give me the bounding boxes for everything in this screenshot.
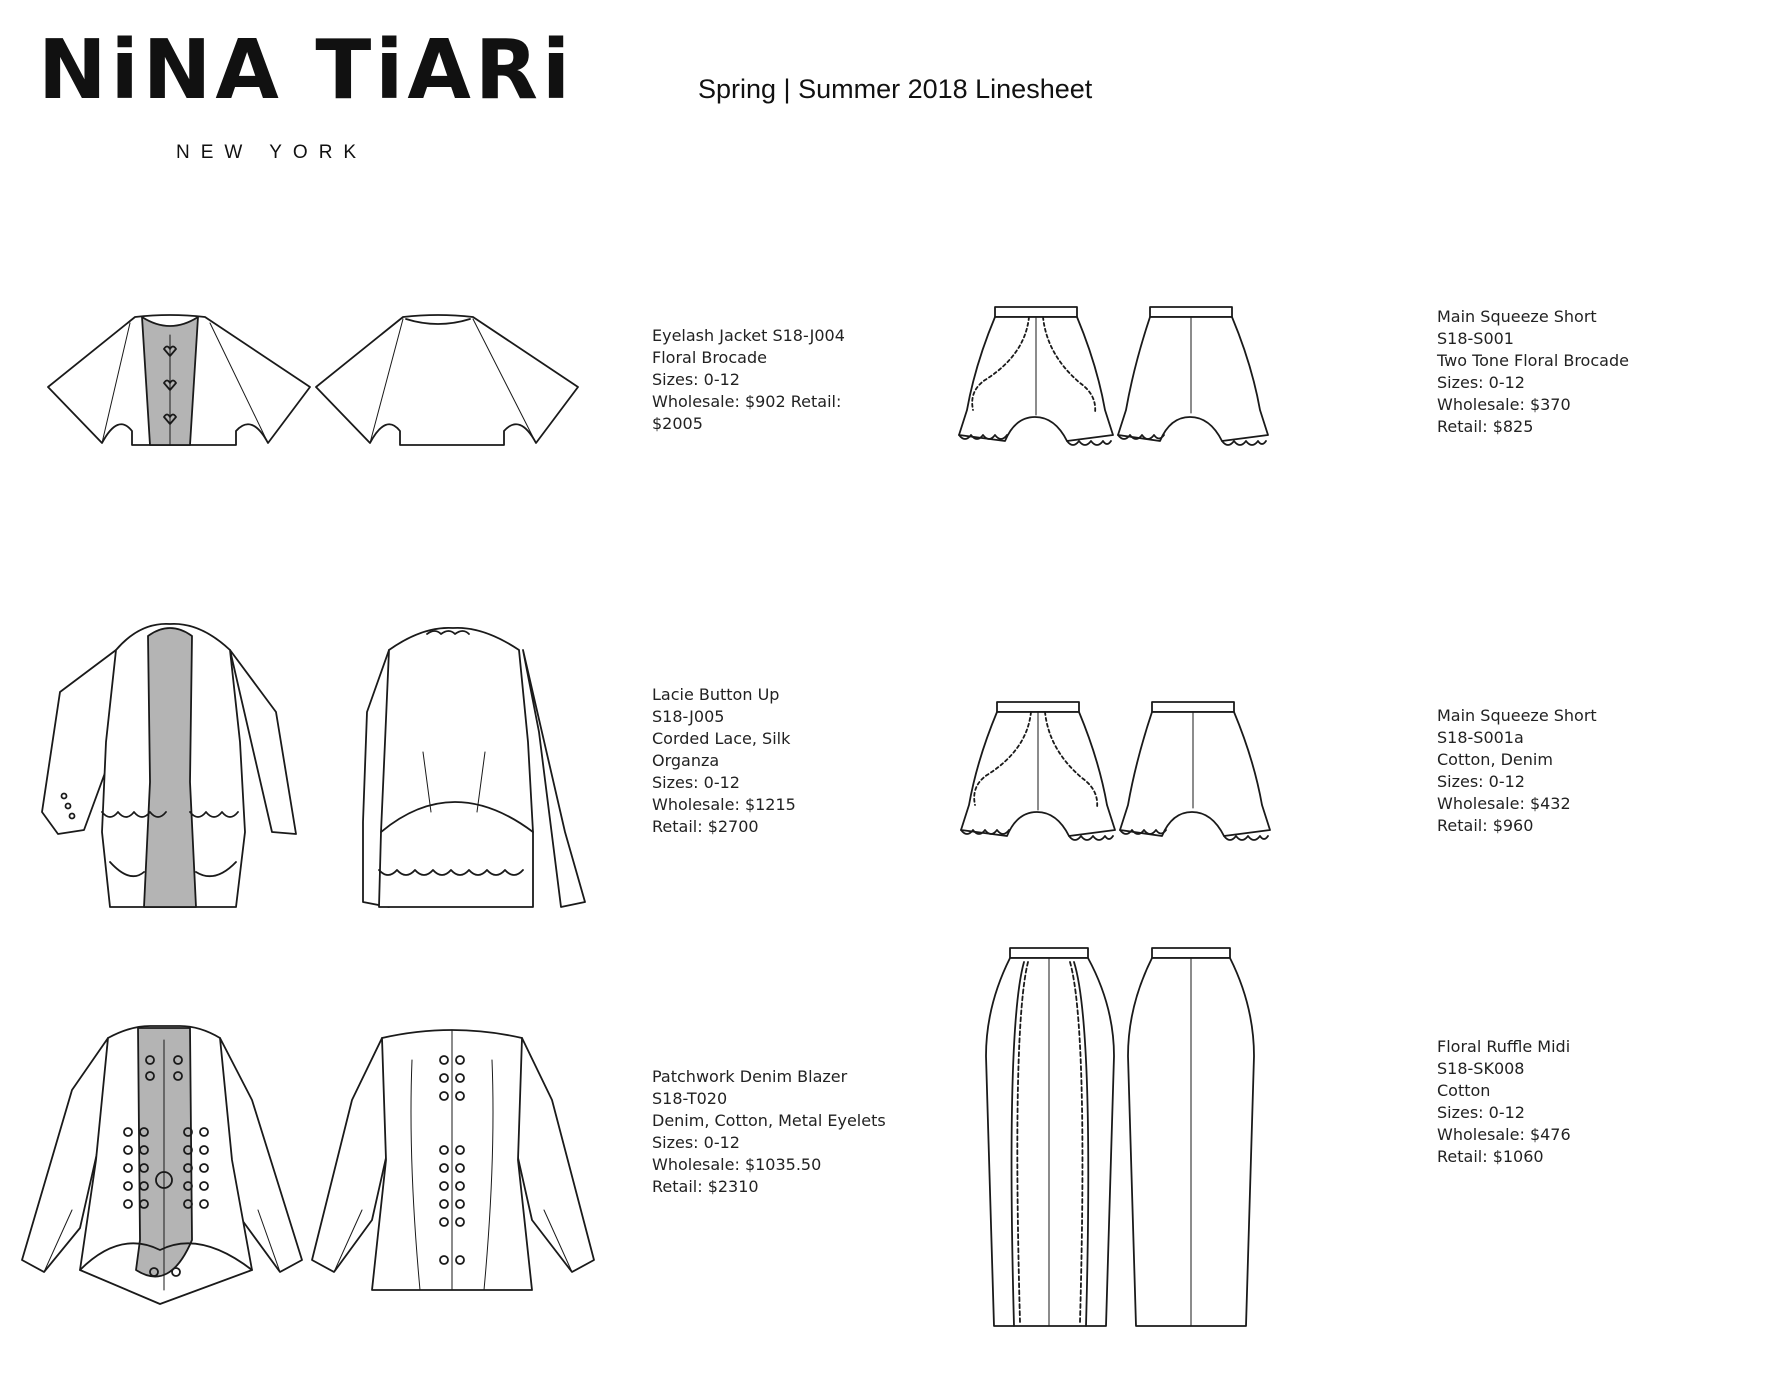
product-line: Sizes: 0-12: [1437, 1103, 1525, 1122]
main-squeeze-short-sketch: [955, 305, 1285, 465]
product-line: Sizes: 0-12: [652, 773, 740, 792]
product-line: Retail: $2310: [652, 1177, 759, 1196]
short-denim-front: [961, 702, 1115, 840]
product-line: Sizes: 0-12: [1437, 772, 1525, 791]
blazer-front: [22, 1026, 302, 1304]
lacie-back: [363, 628, 585, 907]
product-info-lacie-button-up: [652, 684, 862, 838]
brand-logo: [38, 23, 575, 164]
product-line: Retail: $960: [1437, 816, 1534, 835]
short-front: [959, 307, 1113, 445]
product-line: S18-S001: [1437, 329, 1514, 348]
product-line: S18-S001a: [1437, 728, 1524, 747]
product-line: Main Squeeze Short: [1437, 307, 1597, 326]
product-line: Organza: [652, 751, 720, 770]
eyelash-jacket-front: [48, 315, 310, 445]
product-line: Sizes: 0-12: [652, 1133, 740, 1152]
product-info-main-squeeze-short-denim: [1437, 705, 1697, 837]
product-line: Cotton: [1437, 1081, 1491, 1100]
product-line: Main Squeeze Short: [1437, 706, 1597, 725]
product-info-floral-ruffle-midi: [1437, 1036, 1697, 1168]
midi-skirt-front: [986, 948, 1114, 1326]
product-line: Sizes: 0-12: [652, 370, 740, 389]
blazer-back: [312, 1030, 594, 1290]
product-line: Cotton, Denim: [1437, 750, 1553, 769]
brand-name: NiNA TiARi: [38, 23, 575, 118]
midi-skirt-back: [1128, 948, 1254, 1326]
short-denim-back: [1120, 702, 1270, 840]
product-line: S18-SK008: [1437, 1059, 1525, 1078]
product-line: Sizes: 0-12: [1437, 373, 1525, 392]
product-line: Lacie Button Up: [652, 685, 780, 704]
floral-ruffle-midi-sketch: [978, 946, 1268, 1336]
product-line: Floral Brocade: [652, 348, 767, 367]
product-line: Retail: $2700: [652, 817, 759, 836]
eyelash-jacket-back: [316, 315, 578, 445]
product-line: Floral Ruffle Midi: [1437, 1037, 1571, 1056]
short-back: [1118, 307, 1268, 445]
product-line: Wholesale: $370: [1437, 395, 1571, 414]
product-line: Wholesale: $1035.50: [652, 1155, 822, 1174]
product-info-patchwork-denim-blazer: [652, 1066, 912, 1198]
eyelash-jacket-sketch: [40, 305, 600, 455]
product-line: Patchwork Denim Blazer: [652, 1067, 848, 1086]
product-line: Wholesale: $432: [1437, 794, 1571, 813]
product-line: Eyelash Jacket S18-J004: [652, 326, 845, 345]
product-line: S18-T020: [652, 1089, 728, 1108]
product-line: Two Tone Floral Brocade: [1437, 351, 1629, 370]
product-line: Corded Lace, Silk: [652, 729, 791, 748]
lacie-front: [42, 624, 296, 907]
product-line: Wholesale: $902 Retail:: [652, 392, 842, 411]
lacie-button-up-sketch: [40, 622, 600, 912]
product-line: Wholesale: $476: [1437, 1125, 1571, 1144]
patchwork-denim-blazer-sketch: [20, 1020, 610, 1310]
product-line: Denim, Cotton, Metal Eyelets: [652, 1111, 886, 1130]
product-line: Wholesale: $1215: [652, 795, 796, 814]
main-squeeze-short-denim-sketch: [957, 700, 1287, 860]
product-line: S18-J005: [652, 707, 725, 726]
product-line: Retail: $1060: [1437, 1147, 1544, 1166]
product-info-eyelash-jacket: [652, 325, 862, 435]
product-line: Retail: $825: [1437, 417, 1534, 436]
product-info-main-squeeze-short: [1437, 306, 1697, 438]
page-title: Spring | Summer 2018 Linesheet: [698, 74, 1093, 104]
brand-city: NEW YORK: [176, 142, 368, 163]
product-line: $2005: [652, 414, 703, 433]
